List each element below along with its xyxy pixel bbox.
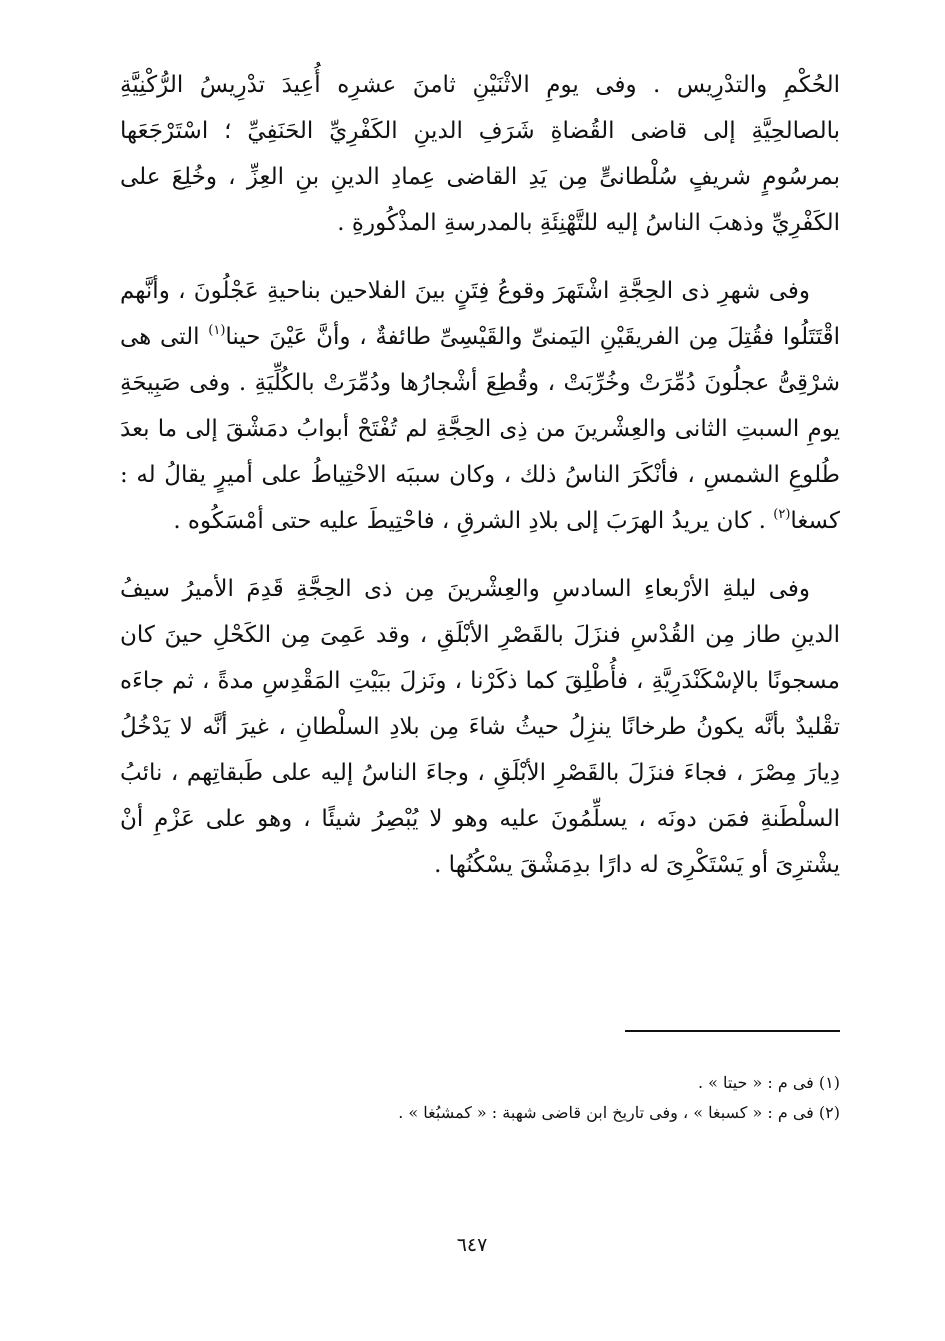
page-number: ٦٤٧ [456, 1234, 488, 1256]
footnote-divider [625, 1030, 840, 1032]
footnotes [300, 1068, 840, 1128]
footnote-1: (١) فى م : « حيتا » . [697, 1073, 840, 1092]
paragraph-2 [120, 268, 840, 544]
paragraph-2-text-a: وفى شهرِ ذى الحِجَّةِ اشْتَهرَ وقوعُ فِتَنٍ بينَ الفلاحين بناحيةِ عَجْلُونَ ، وأنَّهم اقْتَتَلُوا فقُتِلَ مِن الفريقَيْنِ اليَمنىِّ والقَيْسِىِّ طائفةٌ ، وأنَّ عَيْنَ حينا [120, 278, 840, 350]
paragraph-2-text-b: التى هى شرْقِىُّ عجلُونَ دُمِّرَتْ وخُرِّبَتْ ، وقُطِعَ أشْجارُها ودُمِّرَتْ بالكُلِّيَةِ . وفى صَبِيحَةِ يومِ السبتِ الثانى والعِشْرينَ من ذِى الحِجَّةِ لم تُفْتَحْ أبوابُ دمَشْقَ إلى ما بعدَ طُلوعِ الشمسِ ، فأنْكَرَ الناسُ ذلك ، وكان سببَه الاحْتِياطُ على أميرٍ يقالُ له : كسغا [120, 324, 840, 534]
paragraph-3 [120, 566, 840, 888]
paragraph-1 [120, 62, 840, 246]
paragraph-2-text-c: . كان يريدُ الهرَبَ إلى بلادِ الشرقِ ، فاحْتِيطَ عليه حتى أمْسَكُوه . [173, 508, 774, 534]
footnote-2: (٢) فى م : « كسبغا » ، وفى تاريخ ابن قاضى شهبة : « كمشبُغا » . [398, 1103, 840, 1122]
paragraph-3-text: وفى ليلةِ الأرْبعاءِ السادسِ والعِشْرينَ مِن ذى الحِجَّةِ قَدِمَ الأميرُ سيفُ الدينِ طاز مِن القُدْسِ فنزَلَ بالقَصْرِ الأبْلَقِ ، وقد عَمِىَ مِن الكَحْلِ حينَ كان مسجونًا بالإسْكَنْدَرِيَّةِ ، فأُطْلِقَ كما ذكَرْنا ، ونَزلَ ببَيْتِ المَقْدِسِ مدةً ، ثم جاءَه تقْليدٌ بأنَّه يكونُ طرخانًا ينزِلُ حيثُ شاءَ مِن بلادِ السلْطانِ ، غيرَ أنَّه لا يَدْخُلُ دِيارَ مِصْرَ ، فجاءَ فنزَلَ بالقَصْرِ الأبْلَقِ ، وجاءَ الناسُ إليه على طَبقاتِهم ، نائبُ السلْطَنةِ فمَن دونَه ، يسلِّمُونَ عليه وهو لا يُبْصِرُ شيئًا ، وهو على عَزْمِ أنْ يشْترِىَ أو يَسْتَكْرِىَ له دارًا بدِمَشْقَ يسْكُنُها . [120, 576, 840, 878]
footnote-ref-2: (٢) [773, 507, 791, 522]
paragraph-1-text: الحُكْمِ والتدْرِيس . وفى يومِ الاثْنَيْنِ ثامنَ عشرِه أُعِيدَ تدْرِيسُ الرُّكْنِيَّةِ بالصالحِيَّةِ إلى قاضى القُضاةِ شَرَفِ الدينِ الكَفْرِيِّ الحَنَفِيِّ ؛ اسْتَرْجَعَها بمرسُومٍ شريفٍ سُلْطانىٍّ مِن يَدِ القاضى عِمادِ الدينِ بنِ العِزِّ ، وخُلِعَ على الكَفْرِيِّ وذهبَ الناسُ إليه للتَّهْنِئَةِ بالمدرسةِ المذْكُورةِ . [120, 72, 840, 236]
main-text [120, 62, 840, 910]
footnote-ref-1: (١) [208, 323, 226, 338]
